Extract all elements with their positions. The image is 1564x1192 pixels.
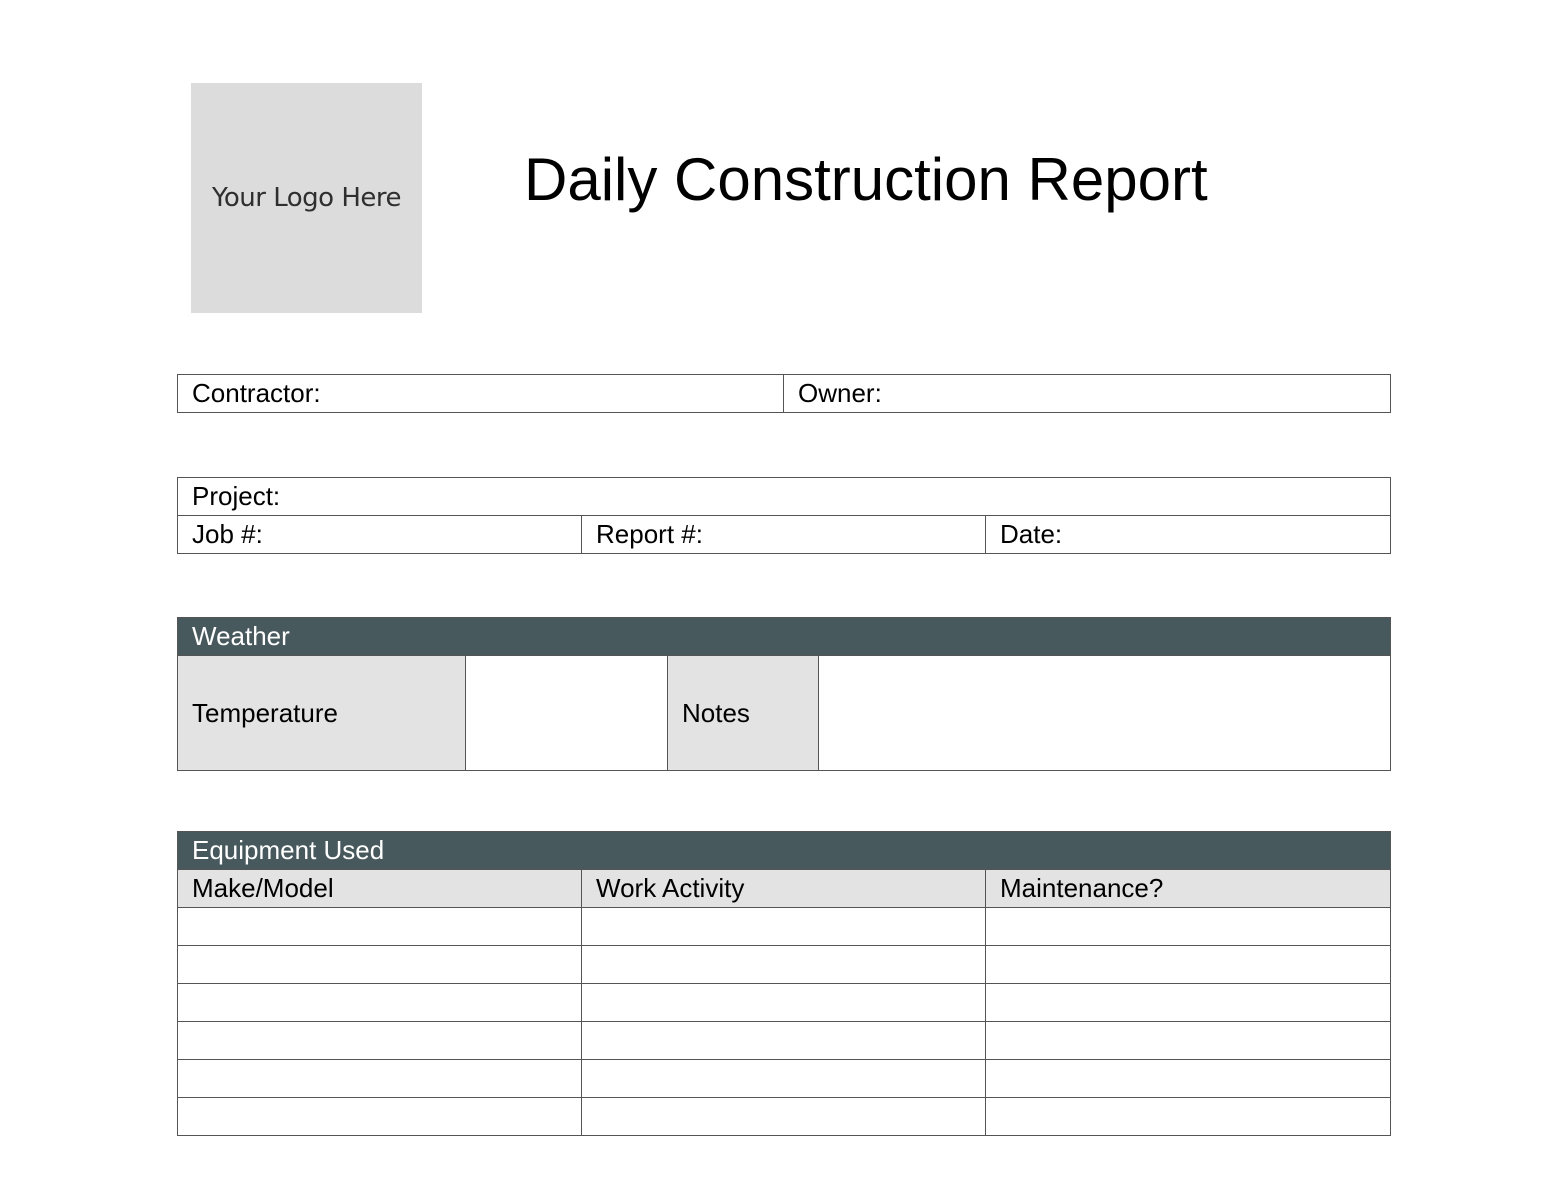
- temperature-input-cell[interactable]: [466, 656, 668, 771]
- maintenance-cell[interactable]: [986, 1060, 1391, 1098]
- maintenance-cell[interactable]: [986, 1098, 1391, 1136]
- table-row: [178, 908, 1391, 946]
- date-field[interactable]: Date:: [986, 516, 1391, 554]
- maintenance-cell[interactable]: [986, 1022, 1391, 1060]
- column-header-work-activity: Work Activity: [582, 870, 986, 908]
- equipment-section-header: Equipment Used: [178, 832, 1391, 870]
- logo-text: Your Logo Here: [211, 183, 402, 213]
- notes-label: Notes: [668, 656, 819, 771]
- make-model-cell[interactable]: [178, 984, 582, 1022]
- project-table: [177, 477, 1391, 554]
- make-model-cell[interactable]: [178, 946, 582, 984]
- table-row: [178, 946, 1391, 984]
- parties-table: [177, 374, 1391, 413]
- work-activity-cell[interactable]: [582, 1060, 986, 1098]
- make-model-cell[interactable]: [178, 908, 582, 946]
- notes-input-cell[interactable]: [819, 656, 1391, 771]
- owner-field[interactable]: Owner:: [784, 375, 1391, 413]
- table-row: [178, 1060, 1391, 1098]
- job-row: [178, 516, 1391, 554]
- maintenance-cell[interactable]: [986, 908, 1391, 946]
- contractor-field[interactable]: Contractor:: [178, 375, 784, 413]
- project-row: [178, 478, 1391, 516]
- column-header-maintenance: Maintenance?: [986, 870, 1391, 908]
- work-activity-cell[interactable]: [582, 946, 986, 984]
- make-model-cell[interactable]: [178, 1060, 582, 1098]
- weather-row: [178, 656, 1391, 771]
- table-row: [178, 1098, 1391, 1136]
- column-header-make-model: Make/Model: [178, 870, 582, 908]
- equipment-columns-row: [178, 870, 1391, 908]
- make-model-cell[interactable]: [178, 1022, 582, 1060]
- job-number-field[interactable]: Job #:: [178, 516, 582, 554]
- report-number-field[interactable]: Report #:: [582, 516, 986, 554]
- parties-row: [178, 375, 1391, 413]
- work-activity-cell[interactable]: [582, 1022, 986, 1060]
- temperature-label: Temperature: [178, 656, 466, 771]
- maintenance-cell[interactable]: [986, 984, 1391, 1022]
- weather-table: [177, 617, 1391, 771]
- logo-placeholder: [191, 83, 422, 313]
- maintenance-cell[interactable]: [986, 946, 1391, 984]
- work-activity-cell[interactable]: [582, 1098, 986, 1136]
- make-model-cell[interactable]: [178, 1098, 582, 1136]
- table-row: [178, 984, 1391, 1022]
- weather-header-row: [178, 618, 1391, 656]
- table-row: [178, 1022, 1391, 1060]
- equipment-header-row: [178, 832, 1391, 870]
- page-title: Daily Construction Report: [524, 146, 1208, 213]
- project-field[interactable]: Project:: [178, 478, 1391, 516]
- equipment-table: [177, 831, 1391, 1136]
- weather-section-header: Weather: [178, 618, 1391, 656]
- work-activity-cell[interactable]: [582, 908, 986, 946]
- work-activity-cell[interactable]: [582, 984, 986, 1022]
